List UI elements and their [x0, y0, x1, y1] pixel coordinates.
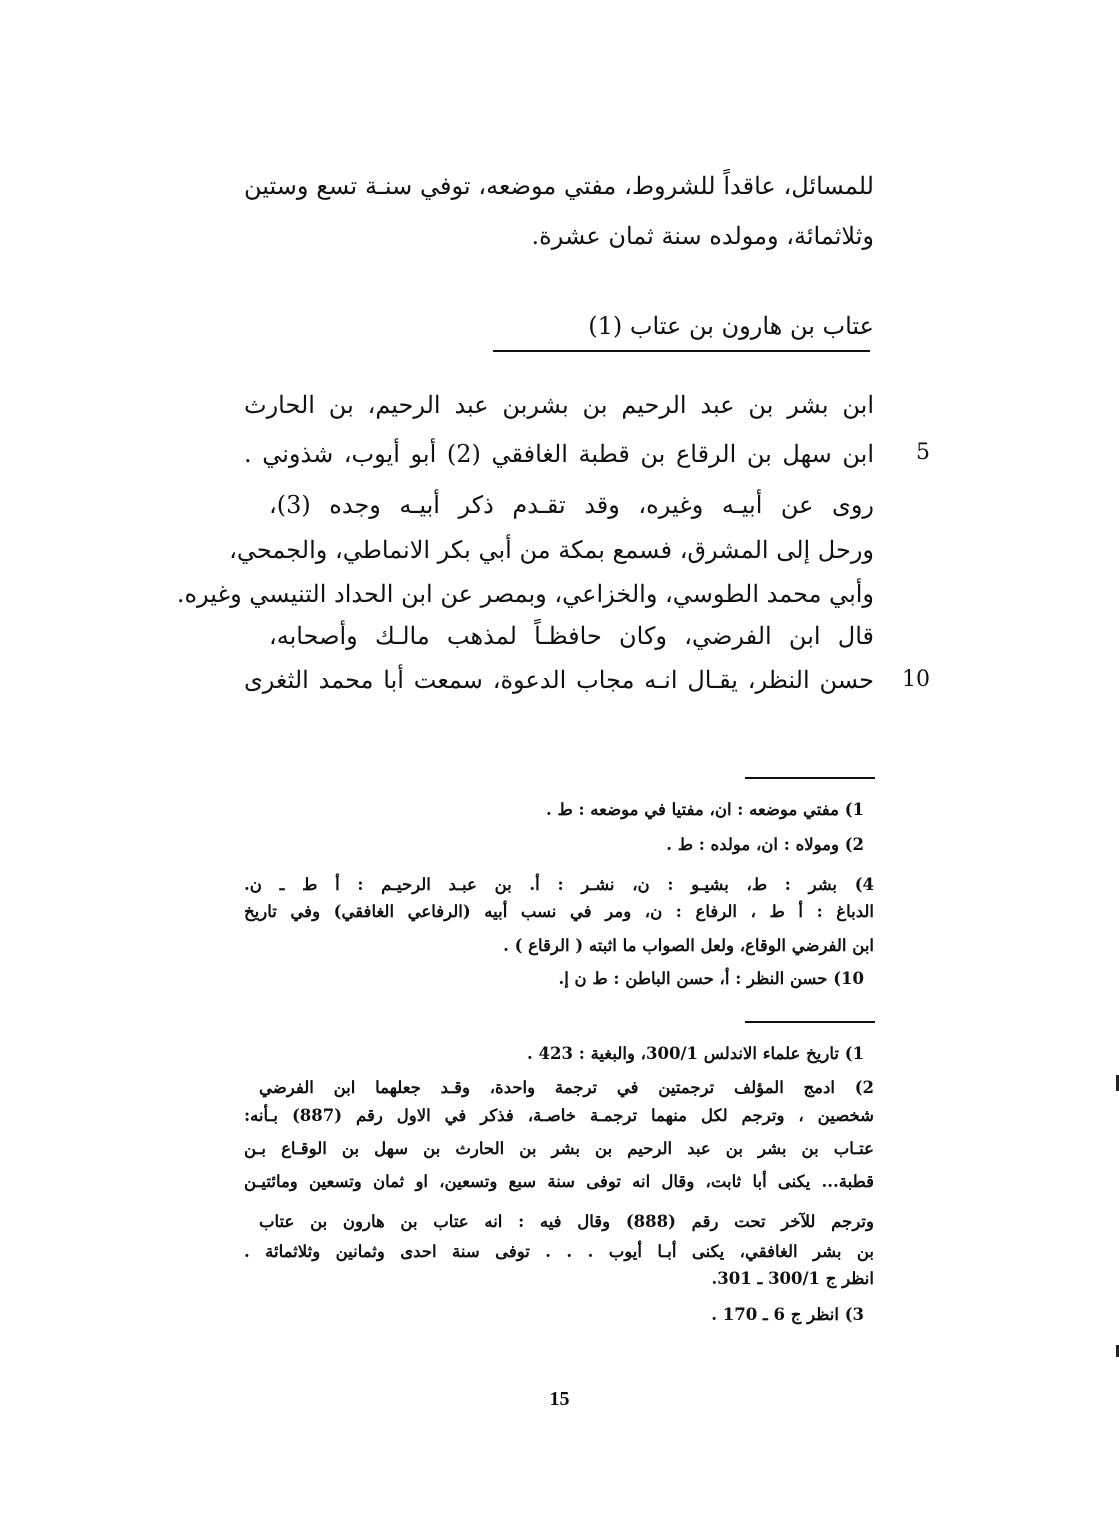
entry-line-7: حسن النظر، يقـال انـه مجاب الدعوة، سمعت أبا محمد الثغرى	[244, 666, 874, 694]
page-number: 15	[549, 1388, 570, 1410]
footnote-separator-2	[745, 1021, 875, 1023]
reference-note-2g: انظر ج 300/1 ـ 301.	[711, 1269, 874, 1288]
entry-line-4: ورحل إلى المشرق، فسمع بمكة من أبي بكر الانماطي، والجمحي،	[229, 536, 874, 564]
line-number-10: 10	[902, 667, 930, 692]
variant-note-1: 1) مفتي موضعه : ان، مفتيا في موضعه : ط .	[545, 800, 864, 819]
reference-note-2a: 2) ادمج المؤلف ترجمتين في ترجمة واحدة، وقـد جعلهما ابن الفرضي	[259, 1078, 874, 1097]
reference-note-3: 3) انظر ج 6 ـ 170 .	[711, 1305, 864, 1324]
reference-note-2d: قطبة... يكنى أبا ثابت، وقال انه توفى سنة سبع وتسعين، او ثمان وتسعين ومائتيـن	[244, 1172, 874, 1191]
reference-note-2e: وترجم للآخر تحت رقم (888) وقال فيه : انه عتاب بن هارون بن عتاب	[259, 1212, 874, 1231]
variant-note-4c: ابن الفرضي الوقاع، ولعل الصواب ما اثبته ( الرقاع ) .	[503, 936, 874, 955]
continuation-line-1: للمسائل، عاقداً للشروط، مفتي موضعه، توفي سنـة تسع وستين	[244, 172, 874, 200]
reference-note-2b: شخصين ، وترجم لكل منهما ترجمـة خاصـة، فذكر في الاول رقم (887) بـأنه:	[244, 1106, 874, 1125]
footnote-separator-1	[745, 777, 875, 779]
line-number-5: 5	[916, 440, 930, 465]
variant-note-10: 10) حسن النظر : أ، حسن الباطن : ط ن إ.	[558, 969, 864, 988]
entry-line-6: قال ابن الفرضي، وكان حافظـاً لمذهب مالـك وأصحابه،	[269, 622, 874, 650]
continuation-line-2: وثلاثمائة، ومولده سنة ثمان عشرة.	[531, 222, 874, 250]
heading-underline	[493, 350, 870, 352]
variant-note-2: 2) ومولاه : ان، مولده : ط .	[666, 835, 864, 854]
entry-line-3: روى عن أبيـه وغيره، وقد تقـدم ذكر أبيـه وجده (3)،	[269, 491, 875, 519]
entry-heading: عتاب بن هارون بن عتاب (1)	[588, 312, 874, 340]
reference-note-2c: عتـاب بن بشر بن عبد الرحيم بن بشر بن الحارث بن سهل بن الوقـاع بـن	[244, 1139, 874, 1158]
variant-note-4b: الدباغ : أ ط ، الرفاع : ن، ومر في نسب أبيه (الرفاعي الغافقي) وفي تاريخ	[244, 902, 874, 921]
entry-line-2: ابن سهل بن الرقاع بن قطبة الغافقي (2) أبو أيوب، شذوني .	[244, 440, 874, 468]
reference-note-1: 1) تاريخ علماء الاندلس 300/1، والبغية : 423 .	[527, 1044, 864, 1063]
variant-note-4a: 4) بشر : ط، بشيـو : ن، نشـر : أ. بن عبـد الرحيـم : أ ط ـ ن.	[244, 875, 874, 894]
reference-note-2f: بن بشر الغافقي، يكنى أبـا أيوب . . . توفى سنة احدى وثمانين وثلاثمائة .	[244, 1242, 874, 1261]
entry-line-1: ابن بشر بن عبد الرحيم بن بشربن عبد الرحيم، بن الحارث	[244, 391, 874, 419]
entry-line-5: وأبي محمد الطوسي، والخزاعي، وبمصر عن ابن الحداد التنيسي وغيره.	[176, 580, 874, 608]
